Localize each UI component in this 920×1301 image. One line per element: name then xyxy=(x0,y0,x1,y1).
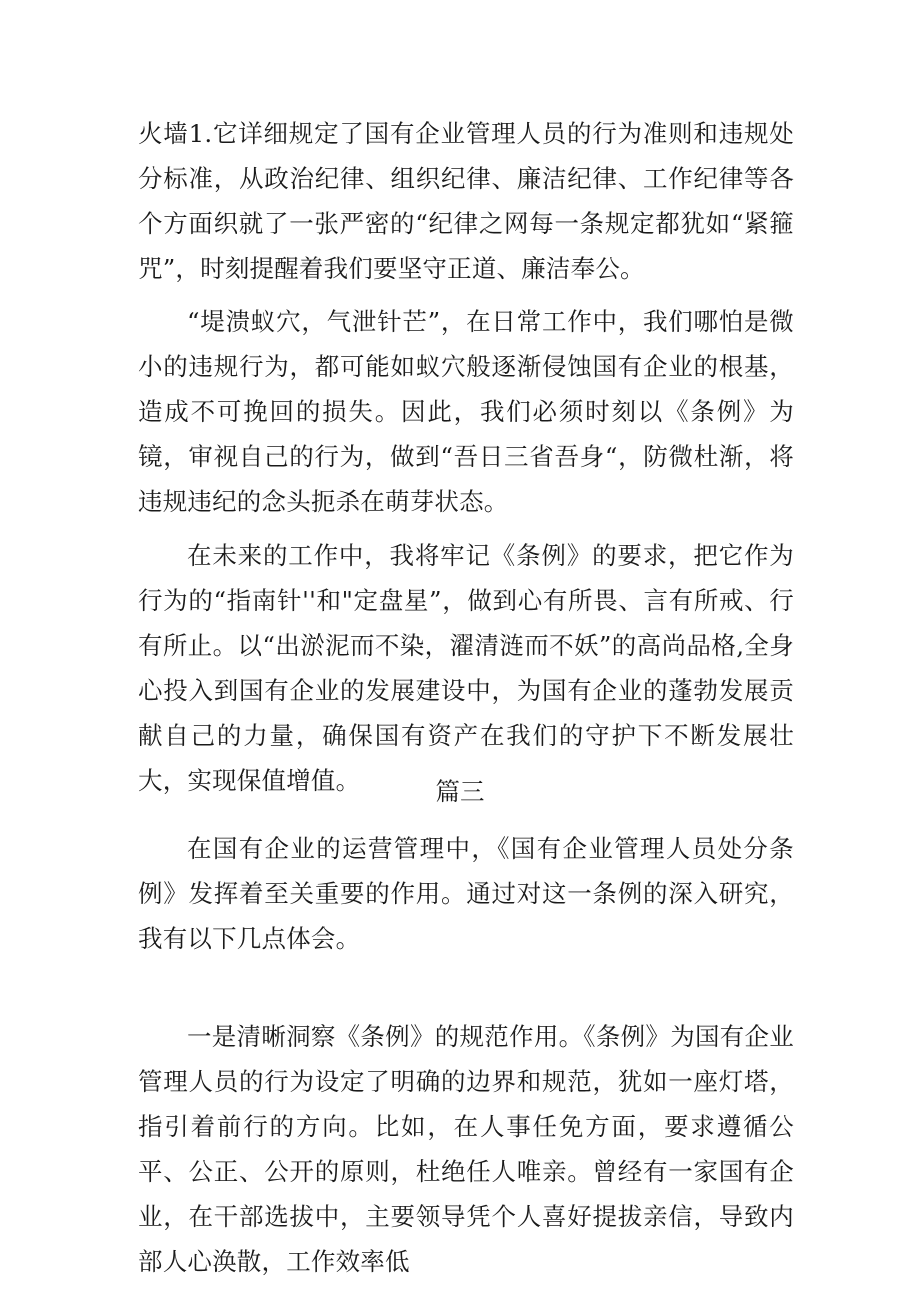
paragraph-4-text: 在国有企业的运营管理中，《国有企业管理人员处分条例》发挥着至关重要的作用。通过对这一条例的深入研究，我有以下几点体会。 xyxy=(138,834,794,953)
paragraph-5-text: 一是清晰洞察《条例》的规范作用。《条例》为国有企业管理人员的行为设定了明确的边界和规范，犹如一座灯塔，指引着前行的方向。比如，在人事任免方面，要求遵循公平、公正、公开的原则，杜绝任人唯亲。曾经有一家国有企业，在干部选拔中，主要领导凭个人喜好提拔亲信，导致内部人心涣散，工作效率低 xyxy=(138,1022,794,1276)
paragraph-1-text: 火墙1.它详细规定了国有企业管理人员的行为准则和违规处分标准，从政治纪律、组织纪律、廉洁纪律、工作纪律等各个方面织就了一张严密的“纪律之网每一条规定都犹如“紧箍咒”，时刻提醒着我们要坚守正道、廉洁奉公。 xyxy=(138,119,794,283)
paragraph-5 xyxy=(138,1014,794,1284)
paragraph-3 xyxy=(138,533,794,803)
paragraph-2 xyxy=(138,299,794,524)
paragraph-4 xyxy=(138,826,794,961)
paragraph-1 xyxy=(138,111,794,291)
paragraph-2-text: “堤溃蚁穴，气泄针芒”，在日常工作中，我们哪怕是微小的违规行为，都可能如蚁穴般逐渐侵蚀国有企业的根基，造成不可挽回的损失。因此，我们必须时刻以《条例》为镜，审视自己的行为，做到“吾日三省吾身“，防微杜渐，将违规违纪的念头扼杀在萌芽状态。 xyxy=(138,307,794,516)
section-heading: 篇三 xyxy=(435,777,485,806)
paragraph-3-text: 在未来的工作中，我将牢记《条例》的要求，把它作为行为的“指南针''和"定盘星”，做到心有所畏、言有所戒、行有所止。以“出淤泥而不染，濯清涟而不妖”的高尚品格,全身心投入到国有企业的发展建设中，为国有企业的蓬勃发展贡献自己的力量，确保国有资产在我们的守护下不断发展壮大，实现保值增值。 xyxy=(138,541,794,795)
